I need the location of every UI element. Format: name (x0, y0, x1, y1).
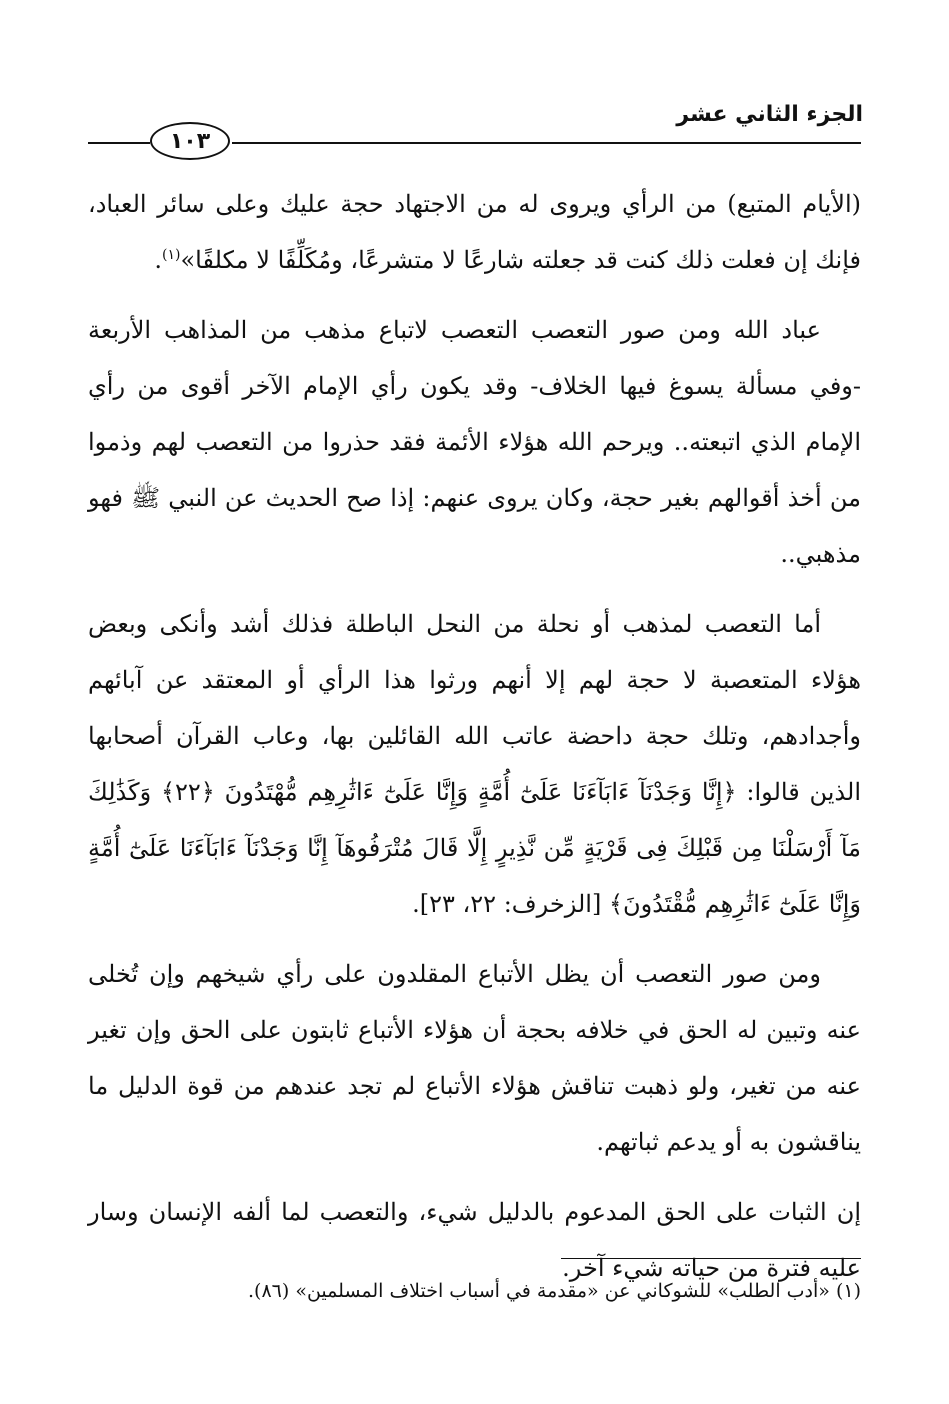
footnote-reference: (١) (162, 247, 181, 263)
paragraph-4: ومن صور التعصب أن يظل الأتباع المقلدون على رأي شيخهم وإن تُخلى عنه وتبين له الحق في خلافه بحجة أن هؤلاء الأتباع ثابتون على الحق وإن تغير عنه من تغير، ولو ذهبت تناقش هؤلاء الأتباع لم تجد عندهم من قوة الدليل ما يناقشون به أو يدعم ثباتهم. (88, 960, 861, 1156)
paragraph-3-text: أما التعصب لمذهب أو نحلة من النحل الباطلة فذلك أشد وأنكى وبعض هؤلاء المتعصبة لا حجة لهم إلا أنهم ورثوا هذا الرأي أو المعتقد عن آبائهم وأجدادهم، وتلك حجة داحضة عاتب الله القائلين بها، وعاب القرآن أصحابها الذين قالوا: (88, 610, 861, 806)
paragraph-1 (88, 176, 861, 288)
paragraph-5: إن الثبات على الحق المدعوم بالدليل شيء، والتعصب لما ألفه الإنسان وسار عليه فترة من حياته شيء آخر. (88, 1198, 861, 1282)
paragraph-1-end: . (154, 246, 162, 274)
paragraph-3 (88, 596, 861, 932)
chapter-header: الجزء الثاني عشر (676, 102, 863, 127)
verse-citation: [الزخرف: ٢٢، ٢٣]. (412, 890, 602, 918)
header-rule (232, 142, 861, 144)
paragraph-2: عباد الله ومن صور التعصب التعصب لاتباع مذهب من المذاهب الأربعة -وفي مسألة يسوغ فيها الخلاف- وقد يكون رأي الإمام الآخر أقوى من رأي الإمام الذي اتبعته.. ويرحم الله هؤلاء الأئمة فقد حذروا من التعصب لهم وذموا من أخذ أقوالهم بغير حجة، وكان يروى عنهم: إذا صح الحديث عن النبي ﷺ فهو مذهبي.. (88, 316, 861, 568)
quran-verse: ﴿إِنَّا وَجَدْنَآ ءَابَآءَنَا عَلَىٰٓ أُمَّةٍ وَإِنَّا عَلَىٰٓ ءَاثَٰرِهِم مُّهْتَدُونَ ﴿٢٢﴾ وَكَذَٰلِكَ مَآ أَرْسَلْنَا مِن قَبْلِكَ فِى قَرْيَةٍ مِّن نَّذِيرٍ إِلَّا قَالَ مُتْرَفُوهَآ إِنَّا وَجَدْنَآ ءَابَآءَنَا عَلَىٰٓ أُمَّةٍ وَإِنَّا عَلَىٰٓ ءَاثَٰرِهِم مُّقْتَدُونَ﴾ (88, 778, 861, 918)
footnote: (١) «أدب الطلب» للشوكاني عن «مقدمة في أسباب اختلاف المسلمين» (٨٦). (248, 1280, 861, 1302)
footnote-separator (561, 1258, 861, 1259)
main-text (88, 176, 861, 1310)
header-rule-left (88, 142, 150, 144)
page-number: ١٠٣ (150, 122, 230, 160)
paragraph-1-text: (الأيام المتبع) من الرأي ويروى له من الاجتهاد حجة عليك وعلى سائر العباد، فإنك إن فعلت ذلك كنت قد جعلته شارعًا لا متشرعًا، ومُكَلِّفًا لا مكلفًا» (88, 190, 861, 274)
